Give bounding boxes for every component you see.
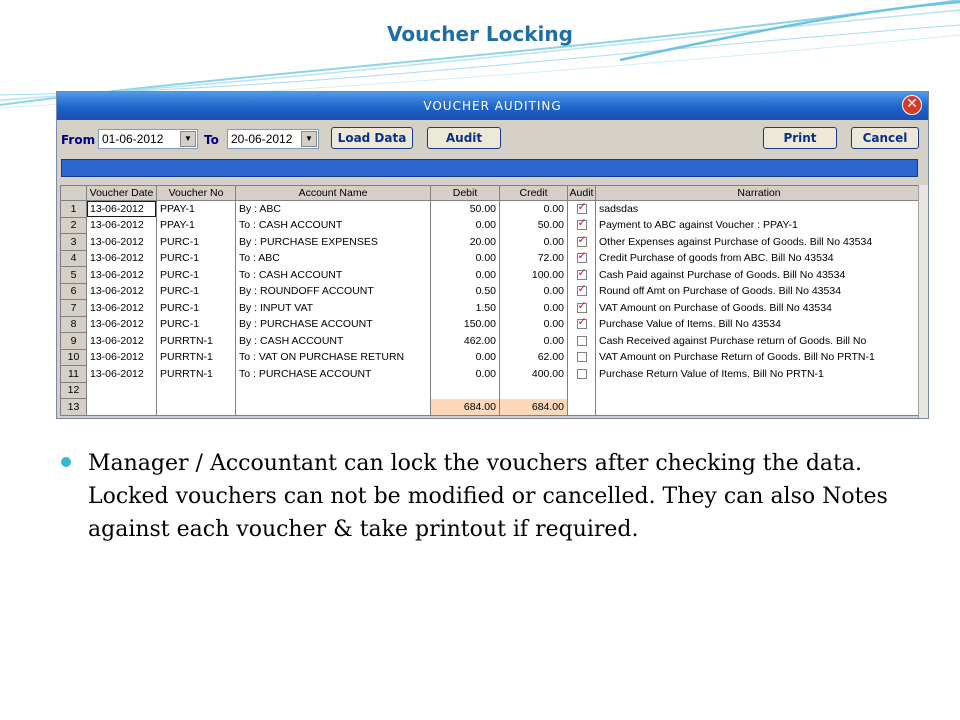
cell-credit[interactable]: 100.00: [500, 267, 568, 284]
cell-narration[interactable]: sadsdas: [596, 201, 923, 218]
cell-voucher-date[interactable]: 13-06-2012: [87, 349, 157, 366]
audit-checkbox-checked[interactable]: [577, 204, 587, 214]
table-row[interactable]: [61, 316, 923, 333]
cell-audit: [568, 333, 596, 350]
total-debit: 684.00: [431, 399, 500, 416]
cell-credit[interactable]: 400.00: [500, 366, 568, 383]
audit-checkbox-checked[interactable]: [577, 220, 587, 230]
cell-voucher-date[interactable]: 13-06-2012: [87, 283, 157, 300]
audit-checkbox-checked[interactable]: [577, 303, 587, 313]
cell-account-name[interactable]: To : CASH ACCOUNT: [236, 267, 431, 284]
total-credit: 684.00: [500, 399, 568, 416]
cell-voucher-date[interactable]: [87, 382, 157, 399]
cell-credit[interactable]: 50.00: [500, 217, 568, 234]
cell-voucher-date: [87, 399, 157, 416]
cell-audit: [568, 399, 596, 416]
row-number[interactable]: 3: [61, 234, 87, 251]
cell-voucher-date[interactable]: 13-06-2012: [87, 333, 157, 350]
cell-voucher-no[interactable]: [157, 382, 236, 399]
cell-debit[interactable]: 0.50: [431, 283, 500, 300]
cell-debit[interactable]: 0.00: [431, 366, 500, 383]
cell-account-name[interactable]: By : PURCHASE EXPENSES: [236, 234, 431, 251]
voucher-auditing-window: [56, 91, 929, 419]
audit-checkbox-checked[interactable]: [577, 319, 587, 329]
voucher-grid: [60, 185, 922, 416]
cell-debit[interactable]: 50.00: [431, 201, 500, 218]
table-row[interactable]: [61, 217, 923, 234]
cell-voucher-no[interactable]: PURC-1: [157, 316, 236, 333]
table-row[interactable]: [61, 366, 923, 383]
from-date-value: 01-06-2012: [102, 132, 164, 146]
cell-account-name[interactable]: To : CASH ACCOUNT: [236, 217, 431, 234]
column-header-voucher-no[interactable]: Voucher No: [157, 186, 236, 201]
row-number[interactable]: 5: [61, 267, 87, 284]
total-row: [61, 399, 923, 416]
cell-account-name[interactable]: To : PURCHASE ACCOUNT: [236, 366, 431, 383]
table-row[interactable]: [61, 267, 923, 284]
audit-checkbox[interactable]: [577, 369, 587, 379]
cell-audit: [568, 366, 596, 383]
cell-narration[interactable]: Cash Received against Purchase return of Goods. Bill No: [596, 333, 923, 350]
cell-voucher-date[interactable]: 13-06-2012: [87, 316, 157, 333]
cell-voucher-no[interactable]: PURC-1: [157, 267, 236, 284]
cell-audit: [568, 382, 596, 399]
cell-voucher-no: [157, 399, 236, 416]
cell-narration: [596, 399, 923, 416]
vertical-scrollbar[interactable]: [918, 185, 928, 419]
cell-narration[interactable]: Purchase Return Value of Items. Bill No PRTN-1: [596, 366, 923, 383]
audit-checkbox[interactable]: [577, 336, 587, 346]
cell-credit[interactable]: 0.00: [500, 201, 568, 218]
row-number[interactable]: 6: [61, 283, 87, 300]
cell-audit: [568, 201, 596, 218]
cell-voucher-date[interactable]: 13-06-2012: [87, 201, 157, 218]
cell-account-name[interactable]: To : ABC: [236, 250, 431, 267]
bullet-text: Manager / Accountant can lock the vouchers after checking the data. Locked vouchers can not be modified or cancelled. They can also Notes against each voucher & take printout if required.: [88, 451, 888, 542]
cell-audit: [568, 316, 596, 333]
to-date-value: 20-06-2012: [231, 132, 293, 146]
cell-account-name[interactable]: By : CASH ACCOUNT: [236, 333, 431, 350]
cell-audit: [568, 349, 596, 366]
cell-debit[interactable]: 0.00: [431, 267, 500, 284]
cell-narration[interactable]: [596, 382, 923, 399]
cell-audit: [568, 234, 596, 251]
cell-voucher-date[interactable]: 13-06-2012: [87, 300, 157, 317]
cell-credit[interactable]: 0.00: [500, 300, 568, 317]
cell-audit: [568, 217, 596, 234]
table-row[interactable]: [61, 201, 923, 218]
audit-checkbox[interactable]: [577, 352, 587, 362]
cell-narration[interactable]: Other Expenses against Purchase of Goods. Bill No 43534: [596, 234, 923, 251]
filter-toolbar: [57, 120, 928, 154]
cell-voucher-no[interactable]: PURC-1: [157, 283, 236, 300]
cell-debit[interactable]: 0.00: [431, 217, 500, 234]
row-number[interactable]: 9: [61, 333, 87, 350]
cell-voucher-date[interactable]: 13-06-2012: [87, 267, 157, 284]
cell-audit: [568, 267, 596, 284]
table-row[interactable]: [61, 300, 923, 317]
row-number[interactable]: 8: [61, 316, 87, 333]
column-header-credit[interactable]: Credit: [500, 186, 568, 201]
cell-credit[interactable]: 62.00: [500, 349, 568, 366]
cell-voucher-no[interactable]: PPAY-1: [157, 201, 236, 218]
cell-debit[interactable]: 150.00: [431, 316, 500, 333]
cell-account-name[interactable]: By : PURCHASE ACCOUNT: [236, 316, 431, 333]
column-header-audit[interactable]: Audit: [568, 186, 596, 201]
row-number[interactable]: 2: [61, 217, 87, 234]
cell-narration[interactable]: VAT Amount on Purchase of Goods. Bill No 43534: [596, 300, 923, 317]
cell-voucher-date[interactable]: 13-06-2012: [87, 366, 157, 383]
row-number[interactable]: 1: [61, 201, 87, 218]
cancel-button[interactable]: Cancel: [851, 127, 919, 149]
to-label: To: [204, 133, 219, 147]
to-date-field[interactable]: [227, 129, 319, 149]
row-number[interactable]: 12: [61, 382, 87, 399]
row-number-header: [61, 186, 87, 201]
cell-account-name: [236, 399, 431, 416]
cell-account-name[interactable]: [236, 382, 431, 399]
load-data-button[interactable]: Load Data: [331, 127, 413, 149]
row-number[interactable]: 7: [61, 300, 87, 317]
column-header-narration[interactable]: Narration: [596, 186, 923, 201]
cell-credit[interactable]: 0.00: [500, 333, 568, 350]
table-row[interactable]: [61, 250, 923, 267]
chevron-down-icon[interactable]: ▼: [301, 131, 317, 147]
cell-credit[interactable]: 0.00: [500, 283, 568, 300]
window-title: VOUCHER AUDITING: [423, 99, 562, 113]
cell-debit[interactable]: 462.00: [431, 333, 500, 350]
cell-narration[interactable]: VAT Amount on Purchase Return of Goods. Bill No PRTN-1: [596, 349, 923, 366]
print-button[interactable]: Print: [763, 127, 837, 149]
cell-account-name[interactable]: By : ABC: [236, 201, 431, 218]
cell-voucher-no[interactable]: PURC-1: [157, 234, 236, 251]
from-date-field[interactable]: [98, 129, 198, 149]
cell-credit[interactable]: 0.00: [500, 234, 568, 251]
cell-voucher-date[interactable]: 13-06-2012: [87, 250, 157, 267]
column-header-debit[interactable]: Debit: [431, 186, 500, 201]
table-row[interactable]: [61, 234, 923, 251]
cell-voucher-no[interactable]: PURRTN-1: [157, 333, 236, 350]
audit-checkbox-checked[interactable]: [577, 270, 587, 280]
column-header-account-name[interactable]: Account Name: [236, 186, 431, 201]
audit-checkbox-checked[interactable]: [577, 286, 587, 296]
audit-checkbox-checked[interactable]: [577, 253, 587, 263]
cell-audit: [568, 250, 596, 267]
cell-credit[interactable]: [500, 382, 568, 399]
cell-debit[interactable]: 0.00: [431, 250, 500, 267]
cell-debit[interactable]: 20.00: [431, 234, 500, 251]
row-number: 13: [61, 399, 87, 416]
cell-voucher-date[interactable]: 13-06-2012: [87, 217, 157, 234]
close-icon[interactable]: ✕: [902, 95, 922, 115]
column-header-voucher-date[interactable]: Voucher Date: [87, 186, 157, 201]
table-row[interactable]: [61, 382, 923, 399]
table-row[interactable]: [61, 349, 923, 366]
cell-debit[interactable]: [431, 382, 500, 399]
cell-account-name[interactable]: To : VAT ON PURCHASE RETURN: [236, 349, 431, 366]
row-number[interactable]: 11: [61, 366, 87, 383]
chevron-down-icon[interactable]: ▼: [180, 131, 196, 147]
cell-voucher-date[interactable]: 13-06-2012: [87, 234, 157, 251]
cell-narration[interactable]: Payment to ABC against Voucher : PPAY-1: [596, 217, 923, 234]
cell-narration[interactable]: Credit Purchase of goods from ABC. Bill No 43534: [596, 250, 923, 267]
cell-voucher-no[interactable]: PURRTN-1: [157, 349, 236, 366]
cell-credit[interactable]: 0.00: [500, 316, 568, 333]
cell-debit[interactable]: 1.50: [431, 300, 500, 317]
cell-audit: [568, 283, 596, 300]
cell-audit: [568, 300, 596, 317]
from-label: From: [61, 133, 96, 147]
audit-checkbox-checked[interactable]: [577, 237, 587, 247]
cell-narration[interactable]: Cash Paid against Purchase of Goods. Bill No 43534: [596, 267, 923, 284]
cell-voucher-no[interactable]: PURRTN-1: [157, 366, 236, 383]
cell-voucher-no[interactable]: PURC-1: [157, 250, 236, 267]
audit-button[interactable]: Audit: [427, 127, 501, 149]
cell-voucher-no[interactable]: PURC-1: [157, 300, 236, 317]
cell-voucher-no[interactable]: PPAY-1: [157, 217, 236, 234]
info-bar: [61, 159, 918, 177]
slide-title: Voucher Locking: [387, 22, 573, 46]
cell-account-name[interactable]: By : ROUNDOFF ACCOUNT: [236, 283, 431, 300]
row-number[interactable]: 10: [61, 349, 87, 366]
bullet-icon: [61, 457, 71, 467]
cell-account-name[interactable]: By : INPUT VAT: [236, 300, 431, 317]
cell-credit[interactable]: 72.00: [500, 250, 568, 267]
table-row[interactable]: [61, 283, 923, 300]
cell-debit[interactable]: 0.00: [431, 349, 500, 366]
window-titlebar: [57, 92, 928, 120]
cell-narration[interactable]: Purchase Value of Items. Bill No 43534: [596, 316, 923, 333]
cell-narration[interactable]: Round off Amt on Purchase of Goods. Bill No 43534: [596, 283, 923, 300]
row-number[interactable]: 4: [61, 250, 87, 267]
table-row[interactable]: [61, 333, 923, 350]
